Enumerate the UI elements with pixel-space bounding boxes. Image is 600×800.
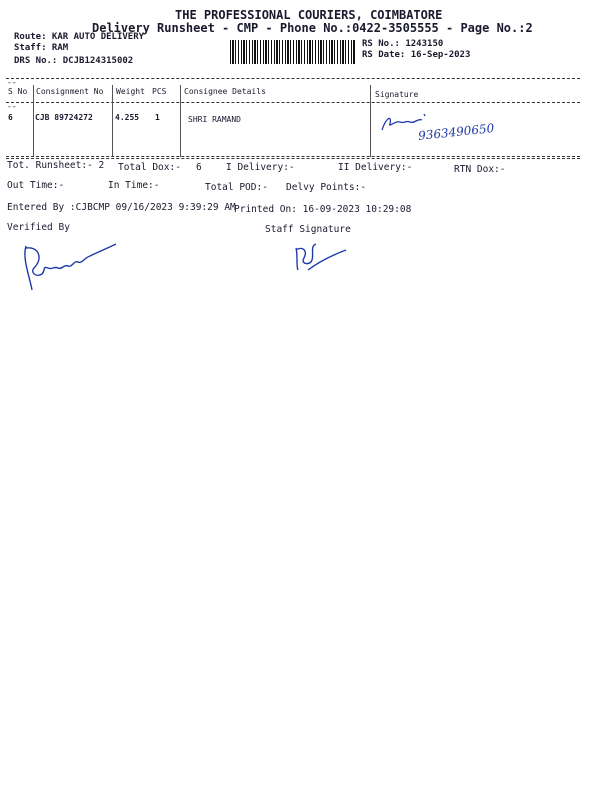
column-divider	[112, 85, 113, 157]
total-dox-value: 6	[196, 162, 202, 173]
column-divider	[33, 85, 34, 157]
row-weight: 4.255	[115, 113, 140, 122]
verifier-signature	[12, 238, 122, 298]
col-header-consignment: Consignment No	[36, 87, 104, 96]
row-pcs: 1	[155, 113, 160, 122]
col-header-consignee: Consignee Details	[184, 87, 266, 96]
row-consignment: CJB 89724272	[35, 113, 93, 122]
verified-by: Verified By	[7, 222, 70, 233]
staff-signature	[290, 240, 350, 274]
first-delivery: I Delivery:-	[226, 162, 295, 173]
printed-on: Printed On: 16-09-2023 10:29:08	[234, 204, 412, 215]
col-header-weight: Weight	[116, 87, 145, 96]
in-time: In Time:-	[108, 180, 160, 191]
table-bottom-rule	[6, 156, 580, 157]
staff-signature-label: Staff Signature	[265, 224, 351, 235]
company-name: THE PROFESSIONAL COURIERS, COIMBATORE	[175, 8, 443, 22]
col-header-pcs: PCS	[152, 87, 167, 96]
row-consignee: SHRI RAMAND	[188, 115, 241, 124]
staff: Staff: RAM	[14, 43, 69, 53]
col-header-sno: S No	[8, 87, 28, 96]
receiver-phone: 9363490650	[417, 121, 495, 143]
column-divider	[180, 85, 181, 157]
rs-number: RS No.: 1243150	[362, 39, 444, 49]
table-bottom-rule-2	[6, 158, 580, 159]
route: Route: KAR AUTO DELIVERY	[14, 32, 145, 42]
drs-number: DRS No.: DCJB124315002	[14, 56, 134, 66]
total-dox-label: Total Dox:-	[118, 162, 181, 173]
entered-by: Entered By :CJBCMP 09/16/2023 9:39:29 AM	[7, 202, 236, 213]
runsheet-title: Delivery Runsheet - CMP - Phone No.:0422-3505555 - Page No.:2	[92, 21, 533, 35]
delivery-points: Delvy Points:-	[286, 182, 367, 193]
table-header-rule	[6, 102, 580, 103]
table-header-dashes: --	[7, 102, 17, 111]
column-divider	[370, 85, 371, 157]
out-time: Out Time:-	[7, 180, 65, 191]
rs-date: RS Date: 16-Sep-2023	[362, 50, 471, 60]
total-runsheet: Tot. Runsheet:- 2	[7, 160, 105, 171]
barcode	[230, 40, 355, 64]
rtn-dox: RTN Dox:-	[454, 164, 506, 175]
row-sno: 6	[8, 113, 13, 122]
table-leading-dashes: --	[7, 78, 17, 87]
table-top-rule	[6, 78, 580, 79]
total-pod: Total POD:-	[205, 182, 268, 193]
col-header-signature: Signature	[375, 90, 419, 99]
second-delivery: II Delivery:-	[338, 162, 413, 173]
